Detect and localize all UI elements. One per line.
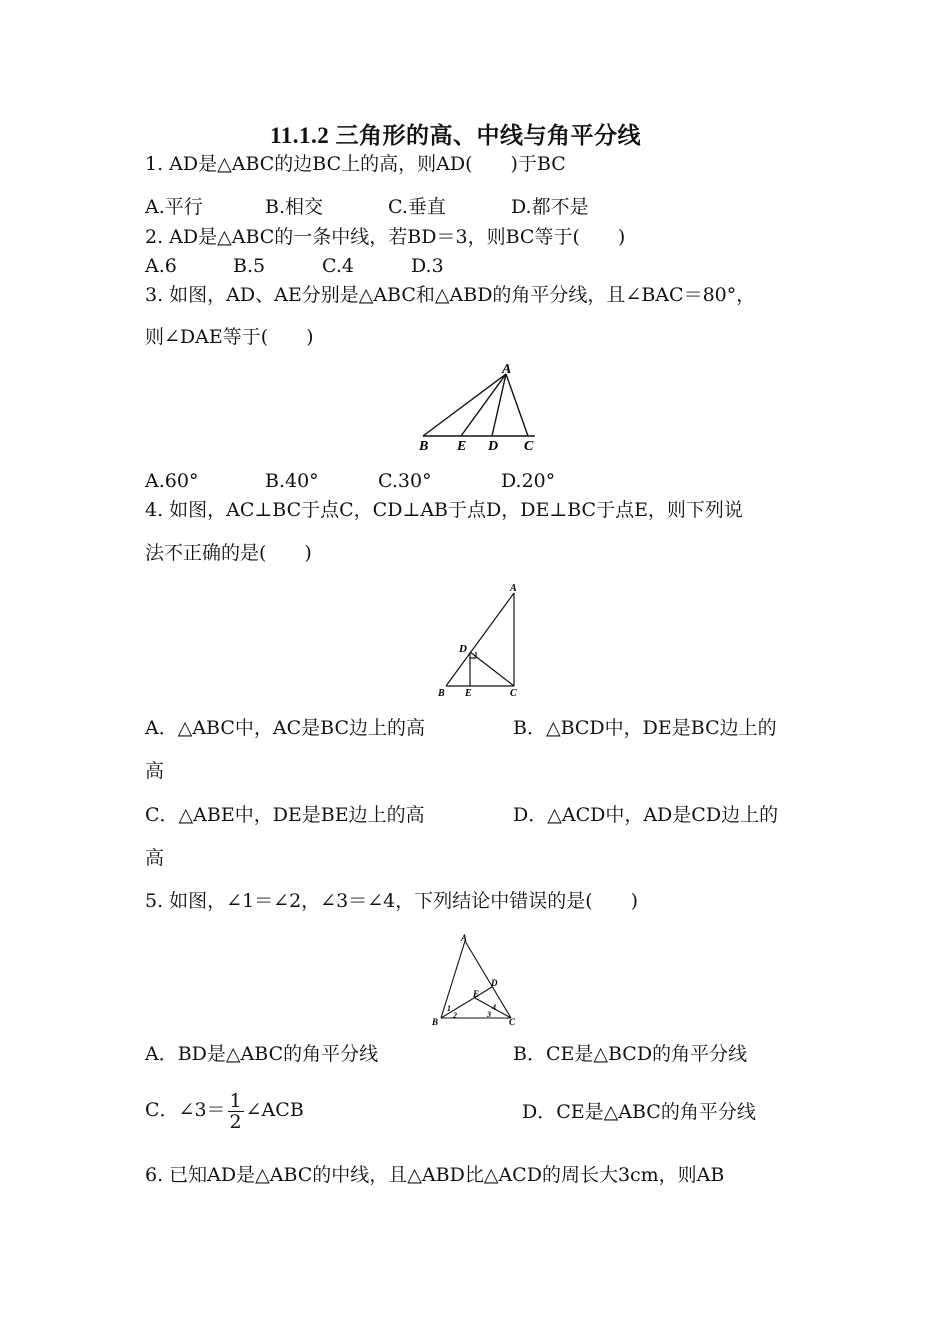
fig5-label-4: 4 [492, 1003, 496, 1012]
fig5-label-2: 2 [453, 1011, 457, 1020]
fig3-label-b: B [419, 439, 429, 454]
option-c-suffix: ∠ACB [245, 1099, 304, 1121]
question-4-option-c: C．△ABE中，DE是BE边上的高 [145, 804, 425, 826]
question-1-option-c: C.垂直 [388, 196, 446, 218]
question-5-option-b: B．CE是△BCD的角平分线 [513, 1043, 748, 1065]
question-3-option-d: D.20° [501, 470, 556, 492]
question-2-option-d: D.3 [411, 255, 444, 277]
question-4-figure [430, 578, 530, 700]
fig4-label-d: D [459, 643, 467, 655]
fig5-label-3: 3 [487, 1010, 491, 1019]
fig4-label-e: E [465, 688, 472, 699]
question-5-option-d: D．CE是△ABC的角平分线 [522, 1101, 756, 1123]
question-4-option-b-line2: 高 [145, 760, 165, 782]
fig5-label-a: A [461, 933, 468, 943]
fraction-numerator: 1 [229, 1089, 242, 1112]
fig3-label-a: A [502, 362, 512, 377]
question-4-option-b-line1: B．△BCD中，DE是BC边上的 [513, 717, 777, 739]
question-3-option-b: B.40° [265, 470, 319, 492]
fig3-label-c: C [524, 439, 534, 454]
fig4-label-c: C [510, 688, 517, 699]
fraction-denominator: 2 [229, 1110, 242, 1133]
question-1-option-d: D.都不是 [511, 196, 589, 218]
question-6-text: 6. 已知AD是△ABC的中线，且△ABD比△ACD的周长大3cm，则AB [145, 1164, 725, 1186]
question-5-option-a: A．BD是△ABC的角平分线 [145, 1043, 379, 1065]
question-3-figure [405, 358, 555, 458]
question-5-option-c [145, 1088, 304, 1132]
fig5-label-1: 1 [447, 1004, 451, 1013]
question-4-option-d-line2: 高 [145, 847, 165, 869]
question-5-figure [425, 929, 525, 1029]
fig5-label-c: C [509, 1017, 516, 1027]
question-2-option-b: B.5 [233, 255, 266, 277]
fig4-label-a: A [510, 583, 517, 594]
question-1-text: 1. AD是△ABC的边BC上的高，则AD( )于BC [145, 153, 566, 175]
option-c-prefix: C．∠3＝ [145, 1099, 226, 1121]
fig5-label-b: B [432, 1017, 439, 1027]
fig5-label-d: D [491, 978, 498, 988]
question-4-option-d-line1: D．△ACD中，AD是CD边上的 [513, 804, 779, 826]
fig3-label-d: D [488, 439, 499, 454]
question-3-option-c: C.30° [378, 470, 432, 492]
question-3-text-line2: 则∠DAE等于( ) [145, 326, 314, 348]
fig5-label-e: E [473, 989, 480, 999]
question-4-option-a: A．△ABC中，AC是BC边上的高 [145, 717, 426, 739]
question-3-option-a: A.60° [145, 470, 199, 492]
question-4-text-line1: 4. 如图，AC⊥BC于点C，CD⊥AB于点D，DE⊥BC于点E，则下列说 [145, 499, 743, 521]
question-5-text: 5. 如图，∠1＝∠2，∠3＝∠4，下列结论中错误的是( ) [145, 890, 639, 912]
question-2-option-c: C.4 [322, 255, 354, 277]
question-1-option-a: A.平行 [145, 196, 203, 218]
page-title: 11.1.2 三角形的高、中线与角平分线 [270, 123, 641, 148]
question-3-text-line1: 3. 如图，AD、AE分别是△ABC和△ABD的角平分线，且∠BAC＝80°， [145, 284, 756, 306]
question-2-text: 2. AD是△ABC的一条中线，若BD＝3，则BC等于( ) [145, 226, 626, 248]
fraction-one-half [228, 1091, 244, 1132]
question-4-text-line2: 法不正确的是( ) [145, 542, 312, 564]
question-1-option-b: B.相交 [265, 196, 324, 218]
question-2-option-a: A.6 [145, 255, 177, 277]
fig4-label-b: B [438, 688, 445, 699]
fig3-label-e: E [457, 439, 467, 454]
